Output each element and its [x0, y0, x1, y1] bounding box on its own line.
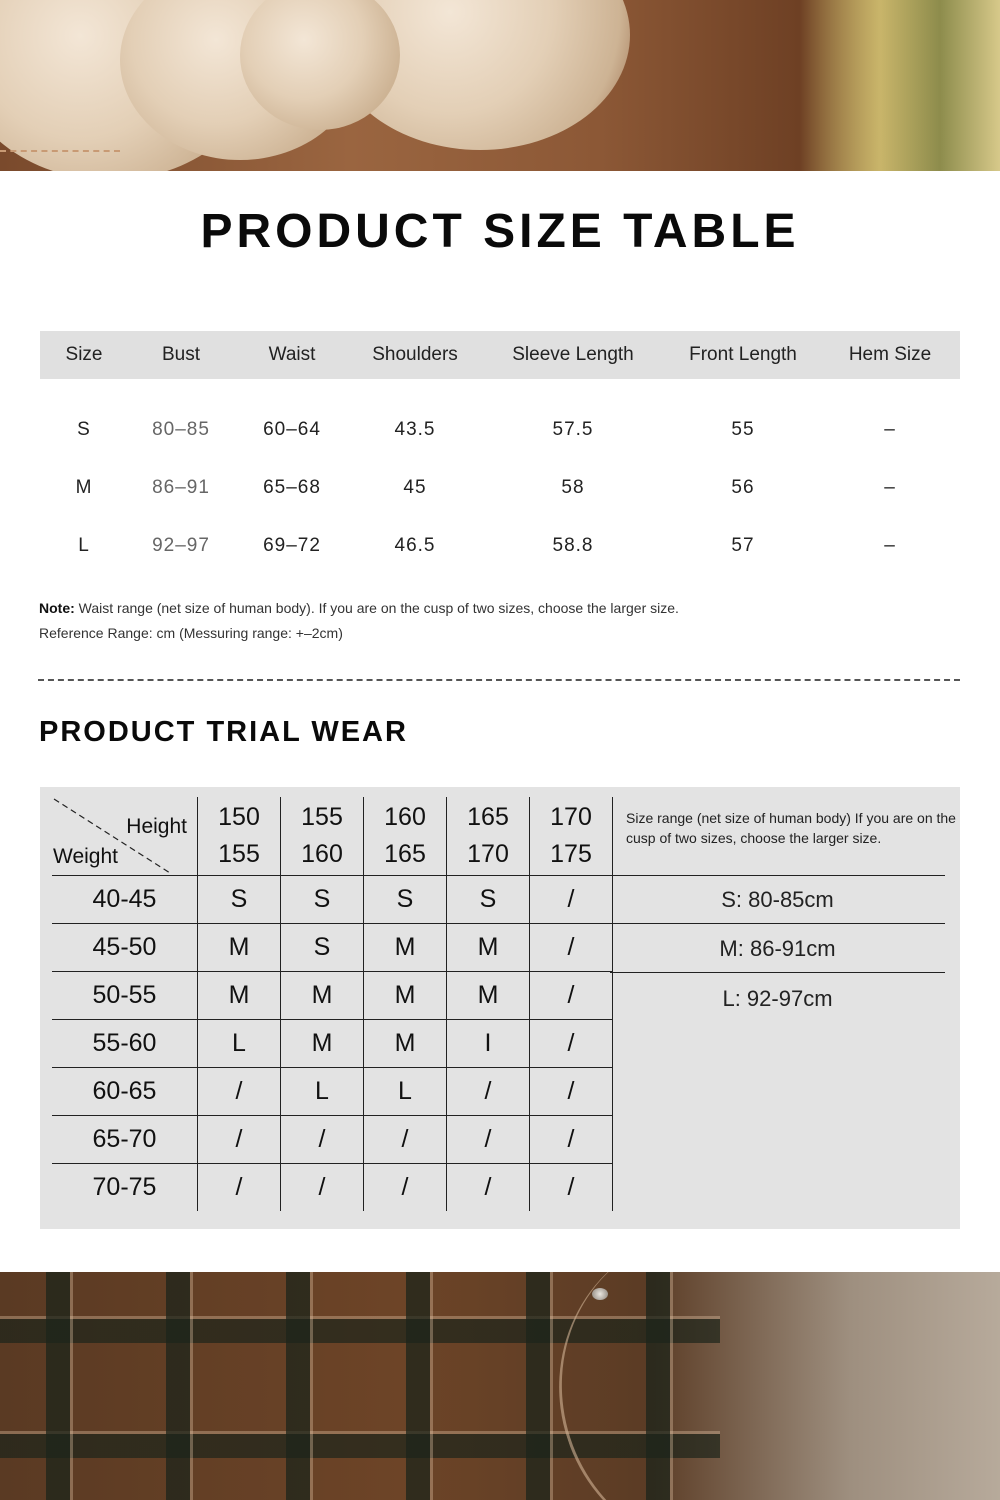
range-medium: M: 86-91cm: [719, 936, 836, 961]
table-row: [40, 459, 960, 517]
size-cell: M: [364, 1020, 447, 1068]
header-shoulders: Shoulders: [350, 331, 480, 379]
note-text: Waist range (net size of human body). If you are on the cusp of two sizes, choose the larger size.: [78, 600, 679, 616]
size-cell: L: [281, 1068, 364, 1116]
size-cell: I: [447, 1020, 530, 1068]
cell-bust: 86–91: [152, 477, 210, 498]
cell-bust: 80–85: [152, 419, 210, 440]
table-row: [40, 401, 960, 459]
cell-shoulders: 46.5: [394, 535, 436, 556]
size-cell: M: [364, 924, 447, 972]
size-table: [40, 331, 960, 575]
size-cell: M: [198, 972, 281, 1020]
header-hem-size: Hem Size: [820, 331, 960, 379]
divider-line: [610, 923, 945, 924]
cell-waist: 65–68: [263, 477, 321, 498]
size-cell: S: [364, 876, 447, 924]
cell-waist: 69–72: [263, 535, 321, 556]
header-bust: Bust: [128, 331, 234, 379]
size-table-header-row: [40, 331, 960, 379]
trial-wear-table: [52, 797, 613, 1211]
cell-sleeve-length: 58.8: [552, 535, 594, 556]
cell-front-length: 56: [731, 477, 755, 498]
product-photo-fur-collar: [0, 0, 1000, 171]
size-cell: /: [447, 1116, 530, 1164]
height-low: 170: [550, 803, 592, 831]
weight-cell: 65-70: [52, 1116, 198, 1164]
height-low: 165: [467, 803, 509, 831]
size-cell: /: [281, 1116, 364, 1164]
cell-hem-size: –: [884, 419, 896, 440]
reference-range: Reference Range: cm (Messuring range: +–2cm): [39, 625, 343, 641]
size-cell: /: [530, 972, 613, 1020]
size-cell: M: [447, 924, 530, 972]
size-note: [39, 596, 679, 646]
height-high: 170: [467, 840, 509, 868]
cell-size: M: [75, 477, 93, 498]
size-cell: S: [198, 876, 281, 924]
weight-cell: 70-75: [52, 1164, 198, 1212]
height-low: 150: [218, 803, 260, 831]
height-high: 175: [550, 840, 592, 868]
height-header: [198, 797, 281, 876]
cell-front-length: 55: [731, 419, 755, 440]
cell-front-length: 57: [731, 535, 755, 556]
height-high: 155: [218, 840, 260, 868]
size-cell: M: [447, 972, 530, 1020]
size-cell: M: [364, 972, 447, 1020]
section-divider: [38, 679, 960, 681]
size-cell: /: [530, 1164, 613, 1212]
trial-side-note: Size range (net size of human body) If you are on the cusp of two sizes, choose the larger size.: [626, 810, 956, 846]
cell-waist: 60–64: [263, 419, 321, 440]
size-cell: S: [447, 876, 530, 924]
size-cell: /: [364, 1116, 447, 1164]
corner-weight-label: Weight: [53, 845, 118, 868]
trial-row: [52, 1164, 613, 1212]
cell-hem-size: –: [884, 535, 896, 556]
size-cell: L: [198, 1020, 281, 1068]
height-header: [281, 797, 364, 876]
size-cell: M: [281, 972, 364, 1020]
weight-cell: 60-65: [52, 1068, 198, 1116]
cell-shoulders: 45: [403, 477, 427, 498]
product-photo-plaid-detail: [0, 1272, 1000, 1500]
size-cell: /: [530, 876, 613, 924]
size-cell: /: [447, 1068, 530, 1116]
weight-cell: 45-50: [52, 924, 198, 972]
height-low: 160: [384, 803, 426, 831]
height-high: 165: [384, 840, 426, 868]
cell-hem-size: –: [884, 477, 896, 498]
trial-row: [52, 924, 613, 972]
range-large: L: 92-97cm: [722, 986, 833, 1011]
size-cell: /: [198, 1068, 281, 1116]
size-cell: /: [198, 1164, 281, 1212]
corner-header: [52, 797, 198, 876]
size-cell: /: [530, 924, 613, 972]
weight-cell: 50-55: [52, 972, 198, 1020]
trial-wear-panel: [40, 787, 960, 1229]
size-cell: /: [447, 1164, 530, 1212]
height-high: 160: [301, 840, 343, 868]
cell-sleeve-length: 58: [561, 477, 585, 498]
weight-cell: 55-60: [52, 1020, 198, 1068]
size-cell: S: [281, 924, 364, 972]
weight-cell: 40-45: [52, 876, 198, 924]
cell-shoulders: 43.5: [394, 419, 436, 440]
size-cell: M: [198, 924, 281, 972]
note-label: Note:: [39, 600, 75, 616]
header-sleeve-length: Sleeve Length: [480, 331, 666, 379]
height-header: [364, 797, 447, 876]
page-title: PRODUCT SIZE TABLE: [200, 205, 800, 258]
size-cell: /: [530, 1116, 613, 1164]
height-header: [530, 797, 613, 876]
trial-row: [52, 1020, 613, 1068]
trial-row: [52, 1068, 613, 1116]
height-header: [447, 797, 530, 876]
divider-line: [610, 875, 945, 876]
size-cell: /: [530, 1068, 613, 1116]
size-cell: /: [281, 1164, 364, 1212]
table-row: [40, 517, 960, 575]
size-cell: /: [364, 1164, 447, 1212]
divider-line: [610, 972, 945, 973]
cell-bust: 92–97: [152, 535, 210, 556]
cell-size: L: [78, 535, 90, 556]
size-cell: M: [281, 1020, 364, 1068]
section-title-trial-wear: PRODUCT TRIAL WEAR: [39, 716, 408, 748]
header-size: Size: [40, 331, 128, 379]
height-low: 155: [301, 803, 343, 831]
trial-row: [52, 876, 613, 924]
size-cell: /: [198, 1116, 281, 1164]
trial-row: [52, 972, 613, 1020]
corner-height-label: Height: [126, 815, 187, 838]
cell-sleeve-length: 57.5: [552, 419, 594, 440]
range-small: S: 80-85cm: [721, 887, 834, 912]
header-waist: Waist: [234, 331, 350, 379]
size-cell: S: [281, 876, 364, 924]
cell-size: S: [77, 419, 91, 440]
size-cell: /: [530, 1020, 613, 1068]
header-front-length: Front Length: [666, 331, 820, 379]
trial-row: [52, 1116, 613, 1164]
size-cell: L: [364, 1068, 447, 1116]
